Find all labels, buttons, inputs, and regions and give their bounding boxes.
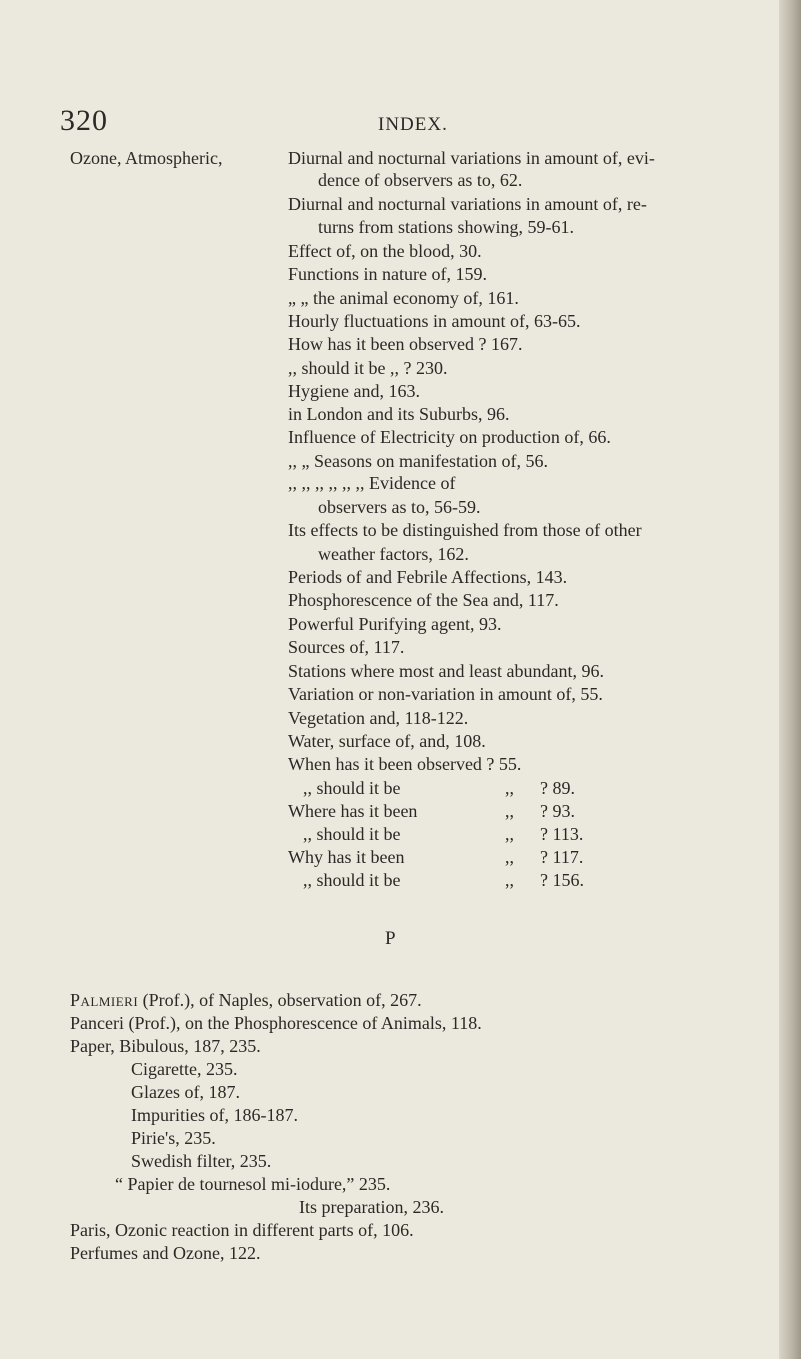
- index-line: Hourly fluctuations in amount of, 63-65.: [288, 311, 581, 331]
- index-line: Paris, Ozonic reaction in different parts of, 106.: [70, 1220, 414, 1240]
- index-line: Stations where most and least abundant, 96.: [288, 661, 604, 681]
- index-line: Paper, Bibulous, 187, 235.: [70, 1036, 261, 1056]
- ozone-heading: Ozone, Atmospheric,: [70, 148, 223, 168]
- index-line: weather factors, 162.: [318, 544, 469, 564]
- index-line: Hygiene and, 163.: [288, 381, 420, 401]
- index-line: Diurnal and nocturnal variations in amount of, re-: [288, 194, 647, 214]
- section-letter: P: [385, 928, 396, 949]
- palmieri-rest: (Prof.), of Naples, observation of, 267.: [138, 990, 422, 1010]
- index-line: „ „ the animal economy of, 161.: [288, 288, 519, 308]
- index-line: Vegetation and, 118-122.: [288, 708, 469, 728]
- palmieri-name: Palmieri: [70, 990, 139, 1010]
- index-line: Its preparation, 236.: [299, 1197, 444, 1217]
- index-line: Panceri (Prof.), on the Phosphorescence of Animals, 118.: [70, 1013, 482, 1033]
- index-line: Powerful Purifying agent, 93.: [288, 614, 502, 634]
- row-label: ,, should it be: [303, 870, 401, 890]
- row-ditto: ,,: [505, 847, 514, 867]
- index-line: Periods of and Febrile Affections, 143.: [288, 567, 568, 587]
- index-line: Diurnal and nocturnal variations in amount of, evi-: [288, 148, 655, 168]
- page-number: 320: [60, 104, 108, 137]
- row-ditto: ,,: [505, 801, 514, 821]
- index-line: Its effects to be distinguished from those of other: [288, 520, 642, 540]
- index-line: Pirie's, 235.: [131, 1128, 216, 1148]
- index-line: ,, should it be ,, ? 230.: [288, 358, 448, 378]
- index-line: Phosphorescence of the Sea and, 117.: [288, 590, 559, 610]
- page-edge-shadow: [779, 0, 801, 1359]
- row-label: Where has it been: [288, 801, 418, 821]
- row-ditto: ,,: [505, 824, 514, 844]
- index-line: observers as to, 56-59.: [318, 497, 481, 517]
- index-line: Sources of, 117.: [288, 637, 405, 657]
- index-line: Water, surface of, and, 108.: [288, 731, 486, 751]
- running-head: INDEX.: [378, 114, 448, 135]
- index-line: in London and its Suburbs, 96.: [288, 404, 510, 424]
- index-line: ,, „ Seasons on manifestation of, 56.: [288, 451, 548, 471]
- row-label: Why has it been: [288, 847, 405, 867]
- index-line: Swedish filter, 235.: [131, 1151, 272, 1171]
- row-ref: ? 156.: [540, 870, 584, 890]
- index-line: “ Papier de tournesol mi-iodure,” 235.: [115, 1174, 391, 1194]
- index-line: Cigarette, 235.: [131, 1059, 238, 1079]
- row-ref: ? 117.: [540, 847, 584, 867]
- index-line: Glazes of, 187.: [131, 1082, 240, 1102]
- index-line: Perfumes and Ozone, 122.: [70, 1243, 261, 1263]
- index-line: Impurities of, 186-187.: [131, 1105, 298, 1125]
- index-line: Influence of Electricity on production of, 66.: [288, 427, 611, 447]
- index-line: Functions in nature of, 159.: [288, 264, 487, 284]
- index-line: When has it been observed ? 55.: [288, 754, 522, 774]
- index-line: Effect of, on the blood, 30.: [288, 241, 482, 261]
- row-label: ,, should it be: [303, 778, 401, 798]
- row-label: ,, should it be: [303, 824, 401, 844]
- index-line: Variation or non-variation in amount of, 55.: [288, 684, 603, 704]
- row-ditto: ,,: [505, 778, 514, 798]
- row-ref: ? 113.: [540, 824, 584, 844]
- index-line: How has it been observed ? 167.: [288, 334, 523, 354]
- row-ref: ? 89.: [540, 778, 575, 798]
- index-line: dence of observers as to, 62.: [318, 170, 523, 190]
- index-line: ,, ,, ,, ,, ,, ,, Evidence of: [288, 473, 456, 493]
- index-line: turns from stations showing, 59-61.: [318, 217, 574, 237]
- row-ref: ? 93.: [540, 801, 575, 821]
- page-header: [0, 104, 801, 144]
- row-ditto: ,,: [505, 870, 514, 890]
- index-line: [70, 989, 422, 1011]
